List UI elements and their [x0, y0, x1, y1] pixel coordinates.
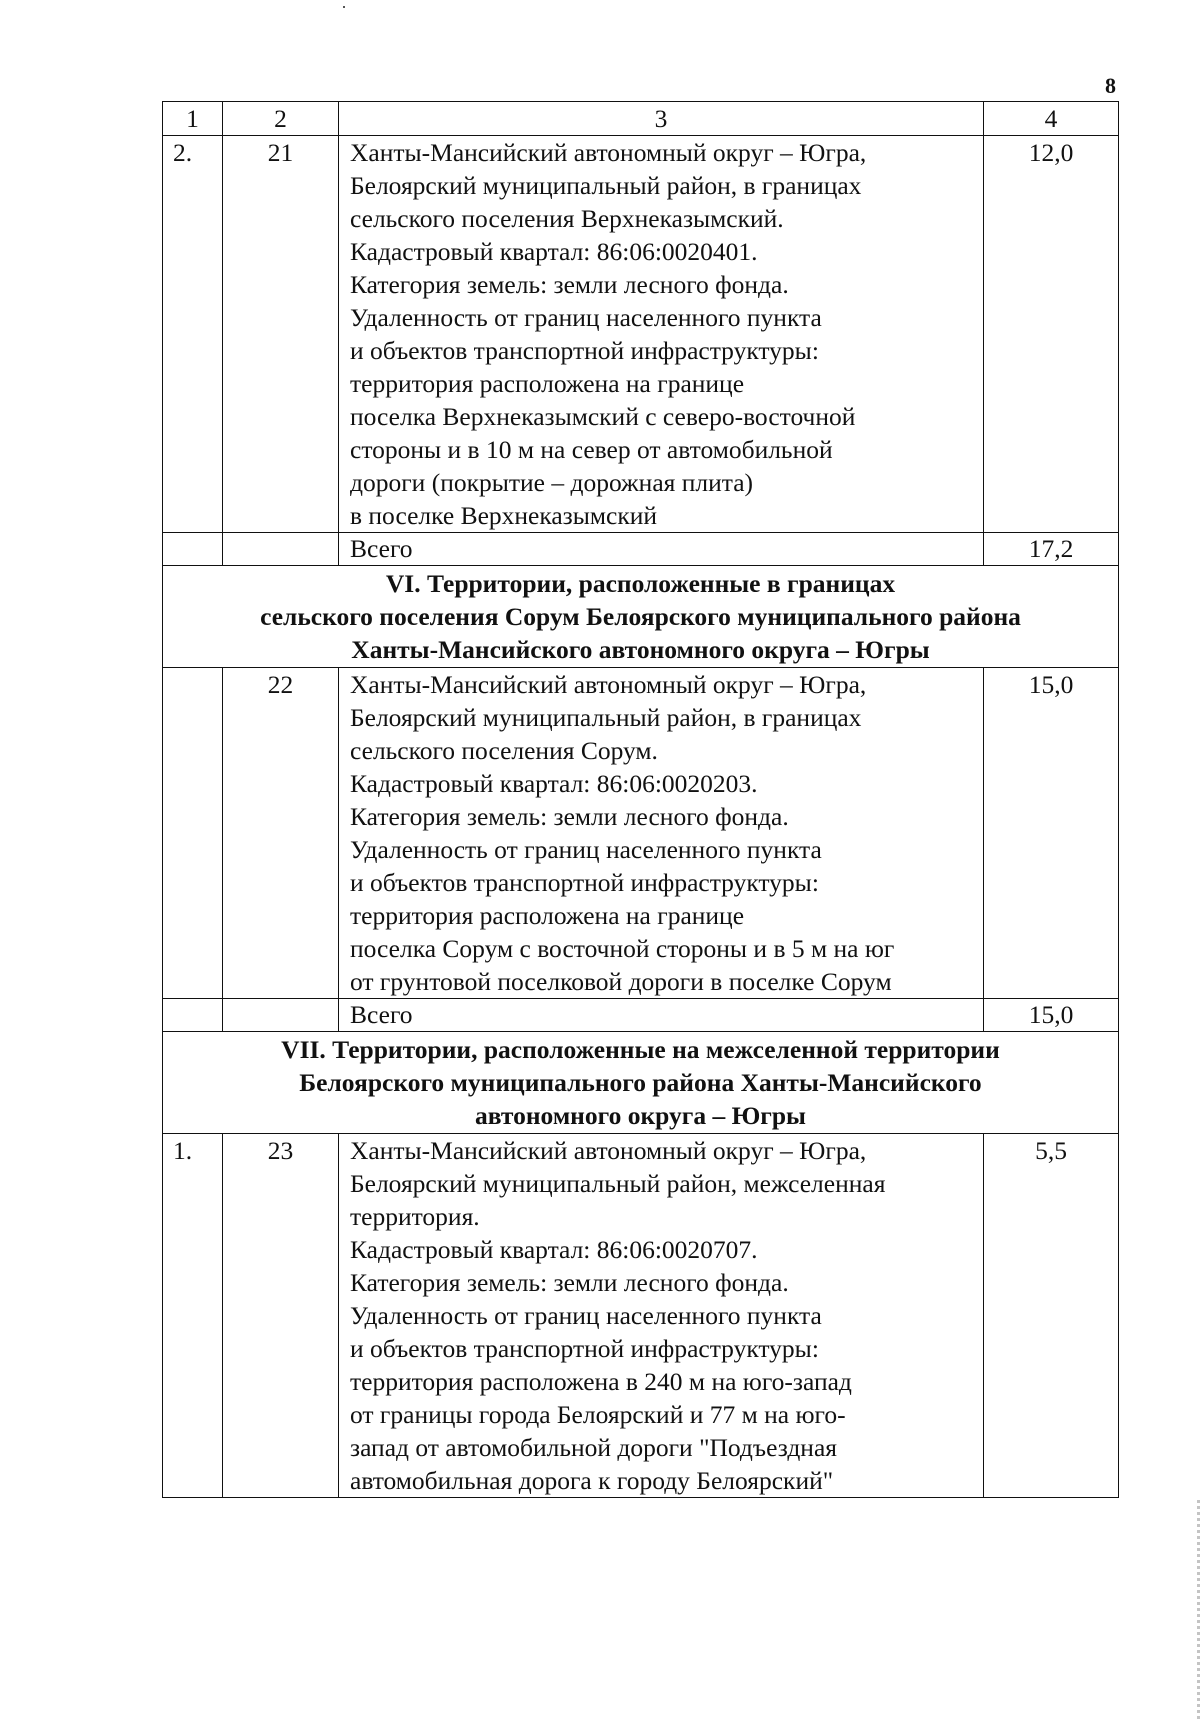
row-number — [163, 668, 223, 999]
territory-id: 22 — [223, 668, 339, 999]
description-line: Белоярский муниципальный район, межселенная — [350, 1169, 886, 1198]
row-number: 1. — [163, 1134, 223, 1498]
description-line: территория. — [350, 1202, 480, 1231]
description-line: Категория земель: земли лесного фонда. — [350, 802, 789, 831]
description-line: дороги (покрытие – дорожная плита) — [350, 468, 754, 497]
page-number: 8 — [1105, 73, 1116, 98]
total-row — [163, 999, 1119, 1032]
header-cell: 4 — [984, 102, 1119, 136]
territory-area: 5,5 — [984, 1134, 1119, 1498]
description-line: Категория земель: земли лесного фонда. — [350, 1268, 789, 1297]
row-number: 2. — [163, 136, 223, 533]
description-line: территория расположена на границе — [350, 369, 745, 398]
territory-id: 23 — [223, 1134, 339, 1498]
description-line: стороны и в 10 м на север от автомобильной — [350, 435, 833, 464]
territory-description — [339, 136, 984, 533]
description-line: и объектов транспортной инфраструктуры: — [350, 868, 819, 897]
description-line: Белоярский муниципальный район, в границах — [350, 171, 862, 200]
total-label: Всего — [339, 999, 984, 1032]
empty-cell — [163, 999, 223, 1032]
total-value: 17,2 — [984, 533, 1119, 566]
description-line: Кадастровый квартал: 86:06:0020707. — [350, 1235, 758, 1264]
description-line: Ханты-Мансийский автономный округ – Югра, — [350, 138, 867, 167]
section-heading-row — [163, 1032, 1119, 1134]
section-title-line: сельского поселения Сорум Белоярского муниципального района — [260, 602, 1021, 631]
total-label: Всего — [339, 533, 984, 566]
header-cell: 1 — [163, 102, 223, 136]
description-line: поселка Верхнеказымский с северо-восточной — [350, 402, 856, 431]
table-row — [163, 668, 1119, 999]
description-line: Кадастровый квартал: 86:06:0020401. — [350, 237, 758, 266]
description-line: сельского поселения Сорум. — [350, 736, 658, 765]
territory-description — [339, 1134, 984, 1498]
description-line: Удаленность от границ населенного пункта — [350, 1301, 822, 1330]
description-line: территория расположена на границе — [350, 901, 745, 930]
territory-id: 21 — [223, 136, 339, 533]
section-title — [163, 1032, 1119, 1134]
empty-cell — [223, 999, 339, 1032]
description-line: запад от автомобильной дороги "Подъездная — [350, 1433, 837, 1462]
section-title-line: автономного округа – Югры — [475, 1101, 806, 1130]
description-line: и объектов транспортной инфраструктуры: — [350, 1334, 819, 1363]
table-row — [163, 1134, 1119, 1498]
description-line: поселка Сорум с восточной стороны и в 5 м на юг — [350, 934, 895, 963]
table-row — [163, 136, 1119, 533]
description-line: Категория земель: земли лесного фонда. — [350, 270, 789, 299]
section-title-line: VII. Территории, расположенные на межселенной территории — [281, 1035, 1000, 1064]
territory-table — [162, 101, 1119, 1498]
description-line: автомобильная дорога к городу Белоярский" — [350, 1466, 834, 1495]
description-line: Ханты-Мансийский автономный округ – Югра, — [350, 670, 867, 699]
description-line: в поселке Верхнеказымский — [350, 501, 658, 530]
section-title — [163, 566, 1119, 668]
section-title-line: Белоярского муниципального района Ханты-Мансийского — [299, 1068, 982, 1097]
description-line: Удаленность от границ населенного пункта — [350, 835, 822, 864]
description-line: Кадастровый квартал: 86:06:0020203. — [350, 769, 758, 798]
scan-artifact — [343, 6, 345, 8]
header-cell: 3 — [339, 102, 984, 136]
empty-cell — [223, 533, 339, 566]
total-row — [163, 533, 1119, 566]
header-cell: 2 — [223, 102, 339, 136]
table-header-row — [163, 102, 1119, 136]
territory-description — [339, 668, 984, 999]
territory-area: 15,0 — [984, 668, 1119, 999]
section-title-line: VI. Территории, расположенные в границах — [385, 569, 896, 598]
empty-cell — [163, 533, 223, 566]
description-line: сельского поселения Верхнеказымский. — [350, 204, 784, 233]
description-line: Ханты-Мансийский автономный округ – Югра, — [350, 1136, 867, 1165]
section-heading-row — [163, 566, 1119, 668]
description-line: от грунтовой поселковой дороги в поселке Сорум — [350, 967, 892, 996]
description-line: территория расположена в 240 м на юго-запад — [350, 1367, 852, 1396]
section-title-line: Ханты-Мансийского автономного округа – Югры — [351, 635, 930, 664]
description-line: Белоярский муниципальный район, в границах — [350, 703, 862, 732]
total-value: 15,0 — [984, 999, 1119, 1032]
description-line: и объектов транспортной инфраструктуры: — [350, 336, 819, 365]
territory-area: 12,0 — [984, 136, 1119, 533]
description-line: Удаленность от границ населенного пункта — [350, 303, 822, 332]
description-line: от границы города Белоярский и 77 м на юго- — [350, 1400, 846, 1429]
